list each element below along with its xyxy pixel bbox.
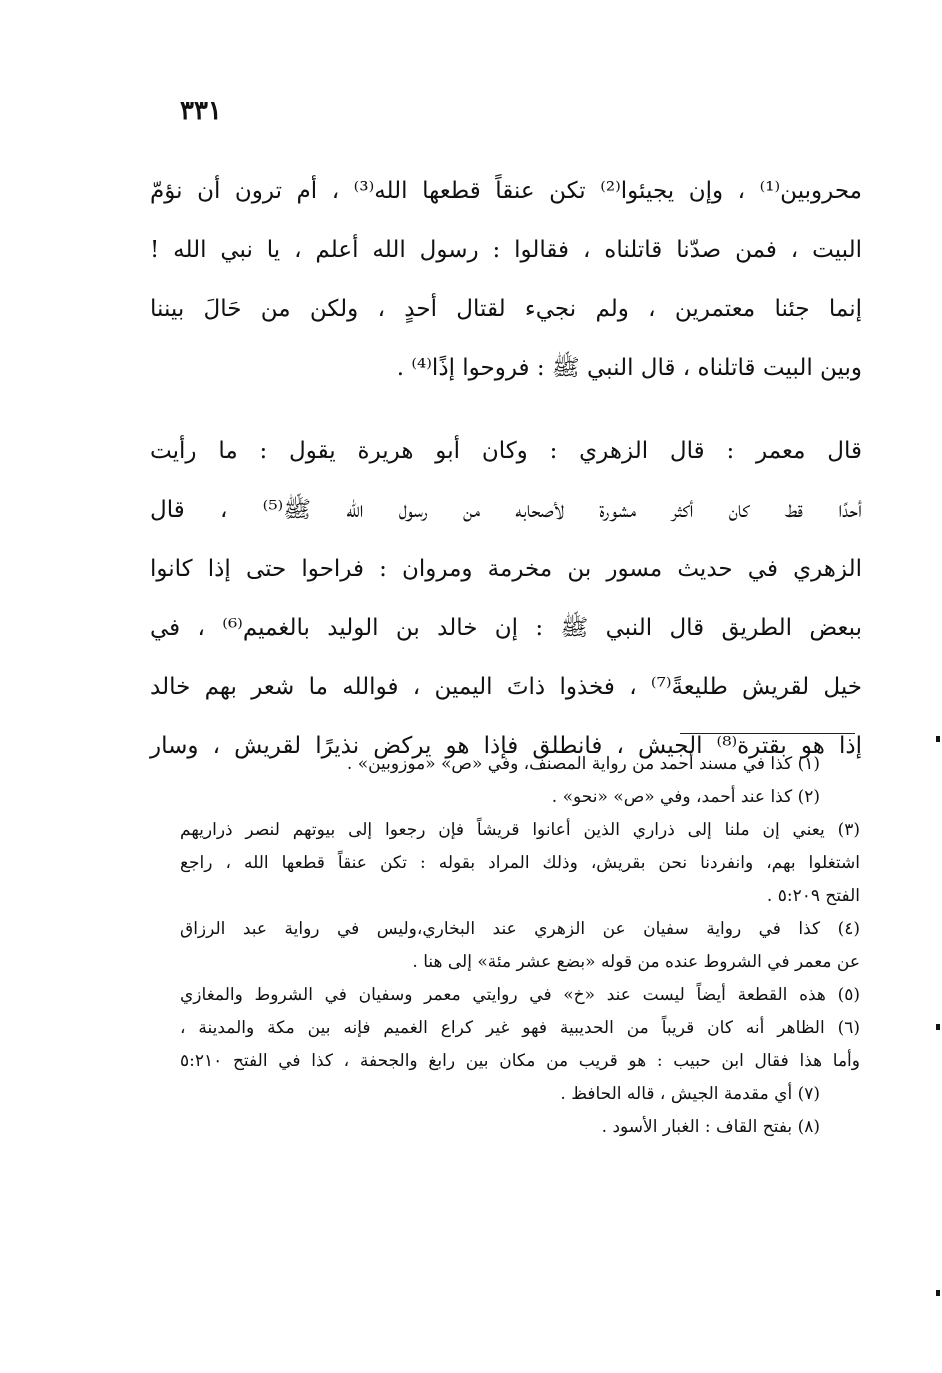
text-line: قال معمر : قال الزهري : وكان أبو هريرة يقول : ما رأيت — [150, 438, 862, 464]
text-line: البيت ، فمن صدّنا قاتلناه ، فقالوا : رسول الله أعلم ، يا نبي الله ! — [150, 237, 862, 263]
footnote: (١) كذا في مسند أحمد من رواية المصنف، وفي «ص» «موزوبين» . — [346, 754, 820, 774]
footnote: (٧) أي مقدمة الجيش ، قاله الحافظ . — [560, 1084, 820, 1104]
footnote: (٨) بفتح القاف : الغبار الأسود . — [601, 1117, 820, 1137]
footnote: (٤) كذا في رواية سفيان عن الزهري عند البخاري،وليس في رواية عبد الرزاق — [180, 919, 860, 939]
footnote: اشتغلوا بهم، وانفردنا نحن بقريش، وذلك المراد بقوله : تكن عنقاً قطعها الله ، راجع — [180, 853, 860, 873]
text-line: خيل لقريش طليعةً⁽⁷⁾ ، فخذوا ذاتَ اليمين ، فوالله ما شعر بهم خالد — [150, 674, 862, 700]
footnote: (٥) هذه القطعة أيضاً ليست عند «خ» في روايتي معمر وسفيان في الشروط والمغازي — [180, 985, 860, 1005]
footnote: (٢) كذا عند أحمد، وفي «ص» «نحو» . — [551, 787, 820, 807]
text-line: أحدًا قط كان أكثر مشورة لأصحابه من رسول الله ﷺ⁽⁵⁾ ، قال — [150, 497, 862, 523]
footnote-divider — [680, 733, 855, 734]
footnote: وأما هذا فقال ابن حبيب : هو قريب من مكان بين رابغ والجحفة ، كذا في الفتح ٥:٢١٠ — [180, 1051, 860, 1071]
footnotes — [180, 748, 860, 1144]
text-line: وبين البيت قاتلناه ، قال النبي ﷺ : فروحوا إذًا⁽⁴⁾ . — [396, 355, 862, 381]
margin-mark — [936, 736, 940, 742]
main-text — [150, 162, 862, 776]
page-number: ٣٣١ — [180, 96, 222, 126]
text-line: ببعض الطريق قال النبي ﷺ : إن خالد بن الوليد بالغميم⁽⁶⁾ ، في — [150, 615, 862, 641]
text-line: الزهري في حديث مسور بن مخرمة ومروان : فراحوا حتى إذا كانوا — [150, 556, 862, 582]
text-line: محروبين⁽¹⁾ ، وإن يجيئوا⁽²⁾ تكن عنقاً قطعها الله⁽³⁾ ، أم ترون أن نؤمّ — [150, 178, 862, 204]
margin-mark — [936, 1024, 940, 1030]
text-line: إنما جئنا معتمرين ، ولم نجيء لقتال أحدٍ ، ولكن من حَالَ بيننا — [150, 296, 862, 322]
footnote: (٦) الظاهر أنه كان قريباً من الحديبية فهو غير كراع الغميم فإنه بين مكة والمدينة ، — [180, 1018, 860, 1038]
footnote: (٣) يعني إن ملنا إلى ذراري الذين أعانوا قريشاً فإن رجعوا إلى بيوتهم لنصر ذراريهم — [180, 820, 860, 840]
margin-mark — [936, 1290, 940, 1296]
text-line: إذا هو بقترة⁽⁸⁾ الجيش ، فانطلق فإذا هو يركض نذيرًا لقريش ، وسار — [150, 733, 862, 759]
footnote: الفتح ٥:٢٠٩ . — [766, 886, 860, 906]
footnote: عن معمر في الشروط عنده من قوله «بضع عشر مئة» إلى هنا . — [412, 952, 860, 972]
